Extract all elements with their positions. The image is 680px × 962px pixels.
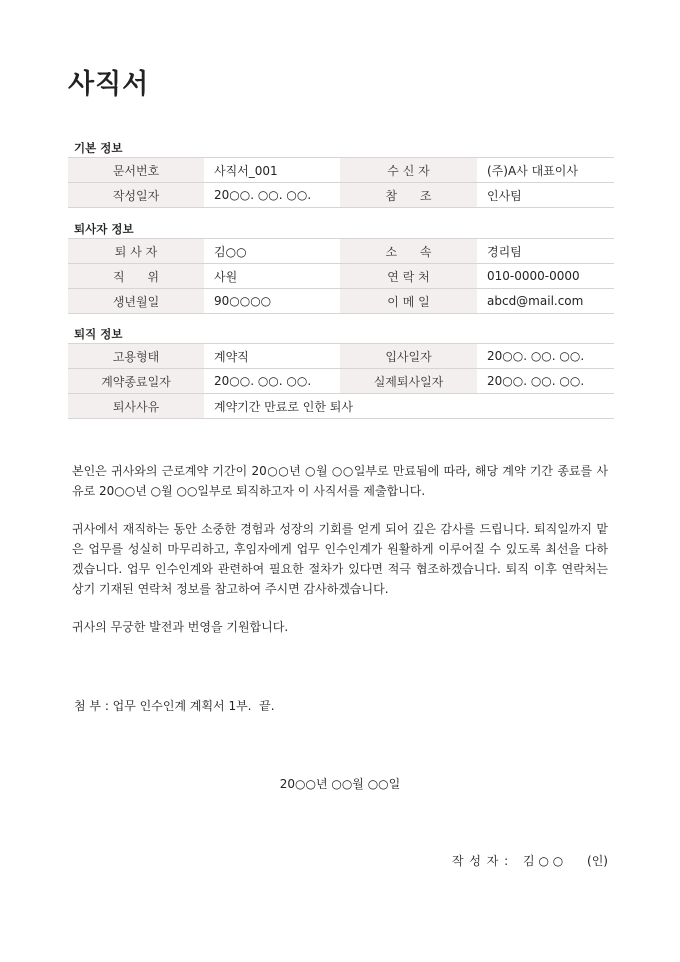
retiree-info-table	[68, 238, 614, 314]
signature-name: 김 ○ ○	[523, 854, 564, 868]
reason-value: 계약기간 만료로 인한 퇴사	[204, 394, 614, 419]
retiree-value: 김○○	[204, 239, 340, 264]
contract-end-label: 계약종료일자	[68, 369, 204, 394]
doc-number-value: 사직서_001	[204, 158, 340, 183]
birthdate-value: 90○○○○	[204, 289, 340, 314]
table-row	[68, 158, 614, 183]
document-title: 사직서	[68, 69, 150, 100]
attachment-line: 첨 부 : 업무 인수인계 계획서 1부. 끝.	[74, 699, 275, 713]
section-retiree-heading: 퇴사자 정보	[74, 222, 134, 236]
retiree-label: 퇴 사 자	[68, 239, 204, 264]
department-label: 소 속	[340, 239, 477, 264]
position-label: 직 위	[68, 264, 204, 289]
join-date-value: 20○○. ○○. ○○.	[477, 344, 614, 369]
actual-leave-label: 실제퇴사일자	[340, 369, 477, 394]
email-label: 이 메 일	[340, 289, 477, 314]
reason-label: 퇴사사유	[68, 394, 204, 419]
section-resign-heading: 퇴직 정보	[74, 327, 123, 341]
signature-block	[452, 852, 608, 869]
basic-info-table	[68, 157, 614, 208]
table-row	[68, 344, 614, 369]
resign-info-table	[68, 343, 614, 419]
body-paragraph-3: 귀사의 무궁한 발전과 번영을 기원합니다.	[72, 620, 289, 634]
employment-type-label: 고용형태	[68, 344, 204, 369]
doc-number-label: 문서번호	[68, 158, 204, 183]
actual-leave-value: 20○○. ○○. ○○.	[477, 369, 614, 394]
reference-value: 인사팀	[477, 183, 614, 208]
table-row	[68, 394, 614, 419]
recipient-label: 수 신 자	[340, 158, 477, 183]
birthdate-label: 생년월일	[68, 289, 204, 314]
employment-type-value: 계약직	[204, 344, 340, 369]
reference-label: 참 조	[340, 183, 477, 208]
email-value: abcd@mail.com	[477, 289, 614, 314]
contract-end-value: 20○○. ○○. ○○.	[204, 369, 340, 394]
section-basic-heading: 기본 정보	[74, 141, 123, 155]
write-date-label: 작성일자	[68, 183, 204, 208]
table-row	[68, 264, 614, 289]
table-row	[68, 183, 614, 208]
recipient-value: (주)A사 대표이사	[477, 158, 614, 183]
write-date-value: 20○○. ○○. ○○.	[204, 183, 340, 208]
seal-mark: (인)	[587, 854, 608, 868]
contact-label: 연 락 처	[340, 264, 477, 289]
table-row	[68, 369, 614, 394]
body-paragraph-1: 본인은 귀사와의 근로계약 기간이 20○○년 ○월 ○○일부로 만료됨에 따라, 해당 계약 기간 종료를 사유로 20○○년 ○월 ○○일부로 퇴직하고자 이 사직서를 제출합니다.	[72, 464, 608, 498]
table-row	[68, 239, 614, 264]
document-date: 20○○년 ○○월 ○○일	[279, 777, 401, 791]
body-paragraph-2: 귀사에서 재직하는 동안 소중한 경험과 성장의 기회를 얻게 되어 깊은 감사를 드립니다. 퇴직일까지 맡은 업무를 성실히 마무리하고, 후임자에게 업무 인수인계가 원활하게 이루어질 수 있도록 최선을 다하겠습니다. 업무 인수인계와 관련하여 필요한 절차가 있다면 적극 협조하겠습니다. 퇴직 이후 연락처는 상기 기재된 연락처 정보를 참고하여 주시면 감사하겠습니다.	[72, 522, 608, 596]
join-date-label: 입사일자	[340, 344, 477, 369]
department-value: 경리팀	[477, 239, 614, 264]
signature-label: 작 성 자 :	[451, 854, 510, 868]
contact-value: 010-0000-0000	[477, 264, 614, 289]
table-row	[68, 289, 614, 314]
position-value: 사원	[204, 264, 340, 289]
